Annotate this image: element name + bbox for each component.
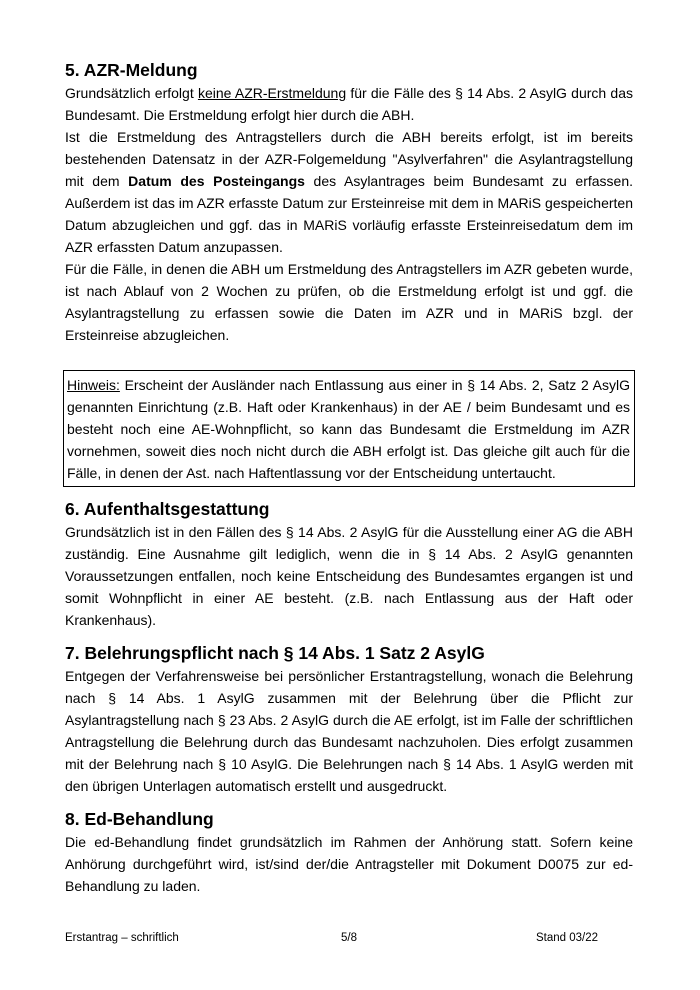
hinweis-paragraph — [67, 374, 630, 484]
azr-paragraph-3: Für die Fälle, in denen die ABH um Erstmeldung des Antragstellers im AZR gebeten wurde, ist nach Ablauf von 2 Wochen zu prüfen, ob die Erstmeldung erfolgt ist und ggf. die Asylantragstellung zu erfassen sowie die Daten im AZR und in MARiS bzgl. der Ersteinreise abzugleichen. — [65, 261, 633, 343]
azr-paragraph-2 — [65, 126, 633, 258]
azr-p2-text-start: Ist die Erstmeldung des Antragstellers durch die ABH bereits erfolgt, ist im bereits bestehenden Datensatz in der AZR-Folgemeldung "Asylverfahren" die Asylantragstellung mit dem — [65, 129, 633, 189]
azr-p1-text-start: Grundsätzlich erfolgt — [65, 85, 198, 101]
aufenthalt-paragraph-1: Grundsätzlich ist in den Fällen des § 14 Abs. 2 AsylG für die Ausstellung einer AG die ABH zuständig. Eine Ausnahme gilt lediglich, wenn die in § 14 Abs. 2 AsylG genannten Voraussetzungen entfallen, noch keine Entscheidung des Bundesamtes ergangen ist und somit Wohnpflicht in einer AE besteht. (z.B. nach Entlassung aus der Haft oder Krankenhaus). — [65, 524, 633, 628]
section-heading-azr-meldung: 5. AZR-Meldung — [65, 60, 198, 80]
azr-p2-text-end: des Asylantrages beim Bundesamt zu erfassen. Außerdem ist das im AZR erfasste Datum zur Ersteinreise mit dem in MARiS gespeicherten Datum abzugleichen und ggf. das in MARiS vorläufig erfasste Ersteinreisedatum dem im AZR erfassten Datum anzupassen. — [65, 173, 633, 255]
azr-p1-text-end: für die Fälle des § 14 Abs. 2 AsylG durch das Bundesamt. Die Erstmeldung erfolgt hier durch die ABH. — [65, 85, 633, 123]
hinweis-label: Hinweis: — [67, 377, 120, 393]
section-heading-aufenthaltsgestattung: 6. Aufenthaltsgestattung — [65, 499, 270, 519]
document-body — [65, 58, 633, 897]
ed-paragraph-1: Die ed-Behandlung findet grundsätzlich im Rahmen der Anhörung statt. Sofern keine Anhörung durchgeführt wird, ist/sind der/die Antragsteller mit Dokument D0075 zur ed-Behandlung zu laden. — [65, 834, 633, 894]
footer-document-title: Erstantrag – schriftlich — [65, 932, 179, 944]
hinweis-box — [63, 370, 635, 487]
azr-p2-bold-text: Datum des Posteingangs — [128, 173, 305, 189]
azr-paragraph-1 — [65, 82, 633, 126]
page-footer — [65, 932, 615, 950]
azr-p1-underlined-text: keine AZR-Erstmeldung — [197, 85, 347, 101]
belehrung-paragraph-1: Entgegen der Verfahrensweise bei persönlicher Erstantragstellung, wonach die Belehrung nach § 14 Abs. 1 AsylG zusammen mit der Belehrung über die Pflicht zur Asylantragstellung nach § 23 Abs. 2 AsylG durch die AE erfolgt, ist im Falle der schriftlichen Antragstellung die Belehrung durch das Bundesamt nachzuholen. Dies erfolgt zusammen mit der Belehrung nach § 10 AsylG. Die Belehrungen nach § 14 Abs. 1 AsylG werden mit den übrigen Unterlagen automatisch erstellt und ausgedruckt. — [65, 668, 633, 794]
section-heading-belehrungspflicht: 7. Belehrungspflicht nach § 14 Abs. 1 Satz 2 AsylG — [65, 643, 485, 663]
footer-version-date: Stand 03/22 — [536, 932, 599, 944]
footer-page-number: 5/8 — [341, 932, 357, 944]
section-heading-ed-behandlung: 8. Ed-Behandlung — [65, 809, 214, 829]
hinweis-text: Erscheint der Ausländer nach Entlassung aus einer in § 14 Abs. 2, Satz 2 AsylG genannten Einrichtung (z.B. Haft oder Krankenhaus) in der AE / beim Bundesamt und es besteht noch eine AE-Wohnpflicht, so kann das Bundesamt die Erstmeldung im AZR vornehmen, soweit dies noch nicht durch die ABH erfolgt ist. Das gleiche gilt auch für die Fälle, in denen der Ast. nach Haftentlassung vor der Entscheidung untertaucht. — [67, 377, 630, 481]
